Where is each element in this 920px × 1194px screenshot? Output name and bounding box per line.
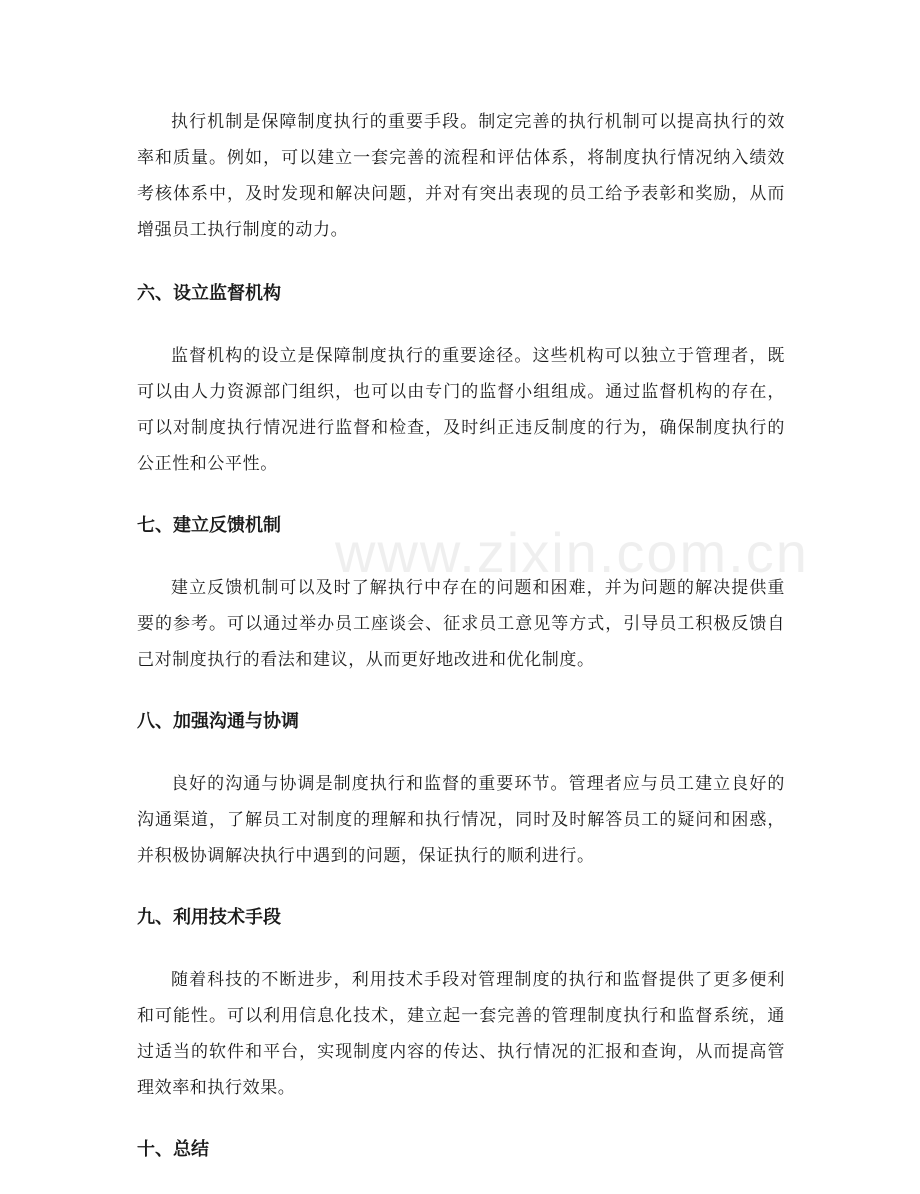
document-content [137,104,785,1194]
section-body-6: 监督机构的设立是保障制度执行的重要途径。这些机构可以独立于管理者，既可以由人力资源部门组织，也可以由专门的监督小组组成。通过监督机构的存在，可以对制度执行情况进行监督和检查，及时纠正违反制度的行为，确保制度执行的公正性和公平性。 [137,346,785,474]
section-heading-6: 六、设立监督机构 [137,283,281,304]
section-heading-9: 九、利用技术手段 [137,907,281,928]
watermark-text: www.zixin.com.cn [335,521,809,584]
section-heading-8: 八、加强沟通与协调 [137,711,299,732]
section-body-7: 建立反馈机制可以及时了解执行中存在的问题和困难，并为问题的解决提供重要的参考。可以通过举办员工座谈会、征求员工意见等方式，引导员工积极反馈自己对制度执行的看法和建议，从而更好地改进和优化制度。 [137,578,785,670]
section-body-8: 良好的沟通与协调是制度执行和监督的重要环节。管理者应与员工建立良好的沟通渠道，了解员工对制度的理解和执行情况，同时及时解答员工的疑问和困惑，并积极协调解决执行中遇到的问题，保证执行的顺利进行。 [137,774,785,866]
section-heading-10: 十、总结 [137,1139,209,1160]
section-heading-7: 七、建立反馈机制 [137,515,281,536]
intro-paragraph: 执行机制是保障制度执行的重要手段。制定完善的执行机制可以提高执行的效率和质量。例如，可以建立一套完善的流程和评估体系，将制度执行情况纳入绩效考核体系中，及时发现和解决问题，并对有突出表现的员工给予表彰和奖励，从而增强员工执行制度的动力。 [137,112,785,240]
section-body-9: 随着科技的不断进步，利用技术手段对管理制度的执行和监督提供了更多便利和可能性。可以利用信息化技术，建立起一套完善的管理制度执行和监督系统，通过适当的软件和平台，实现制度内容的传达、执行情况的汇报和查询，从而提高管理效率和执行效果。 [137,970,785,1098]
